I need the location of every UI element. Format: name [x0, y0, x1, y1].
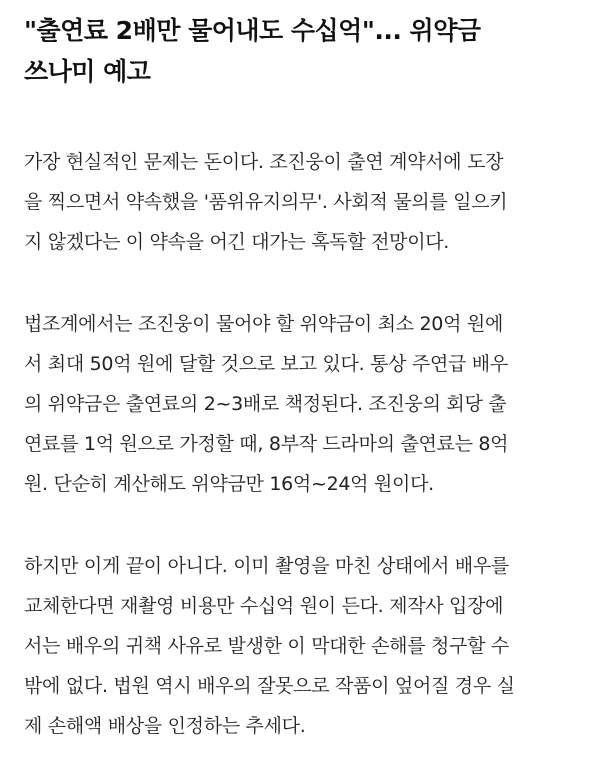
paragraph-cost-issue [24, 142, 576, 262]
article-headline [24, 0, 576, 92]
headline-line: "출연료 2배만 물어내도 수십억"... 위약금 [24, 16, 481, 45]
paragraph-line: 연료를 1억 원으로 가정할 때, 8부작 드라마의 출연료는 8억 [24, 433, 509, 455]
paragraph-line: 서 최대 50억 원에 달할 것으로 보고 있다. 통상 주연급 배우 [24, 353, 508, 375]
paragraph-line: 의 위약금은 출연료의 2~3배로 책정된다. 조진웅의 회당 출 [24, 393, 507, 415]
paragraph-line: 을 찍으면서 약속했을 '품위유지의무'. 사회적 물의를 일으키 [24, 191, 508, 213]
paragraph-line: 제 손해액 배상을 인정하는 추세다. [24, 715, 306, 737]
paragraph-line: 지 않겠다는 이 약속을 어긴 대가는 혹독할 전망이다. [24, 231, 450, 253]
paragraph-line: 교체한다면 재촬영 비용만 수십억 원이 든다. 제작사 입장에 [24, 595, 504, 617]
paragraph-line: 법조계에서는 조진웅이 물어야 할 위약금이 최소 20억 원에 [24, 313, 503, 335]
paragraph-line: 하지만 이게 끝이 아니다. 이미 촬영을 마친 상태에서 배우를 [24, 555, 509, 577]
paragraph-reshoot-cost [24, 546, 576, 746]
paragraph-penalty-estimate [24, 304, 576, 504]
article-body [24, 142, 576, 746]
paragraph-line: 서는 배우의 귀책 사유로 발생한 이 막대한 손해를 청구할 수 [24, 635, 509, 657]
paragraph-line: 가장 현실적인 문제는 돈이다. 조진웅이 출연 계약서에 도장 [24, 151, 504, 173]
paragraph-line: 원. 단순히 계산해도 위약금만 16억~24억 원이다. [24, 473, 434, 495]
paragraph-line: 밖에 없다. 법원 역시 배우의 잘못으로 작품이 엎어질 경우 실 [24, 675, 515, 697]
headline-line: 쓰나미 예고 [24, 57, 151, 86]
